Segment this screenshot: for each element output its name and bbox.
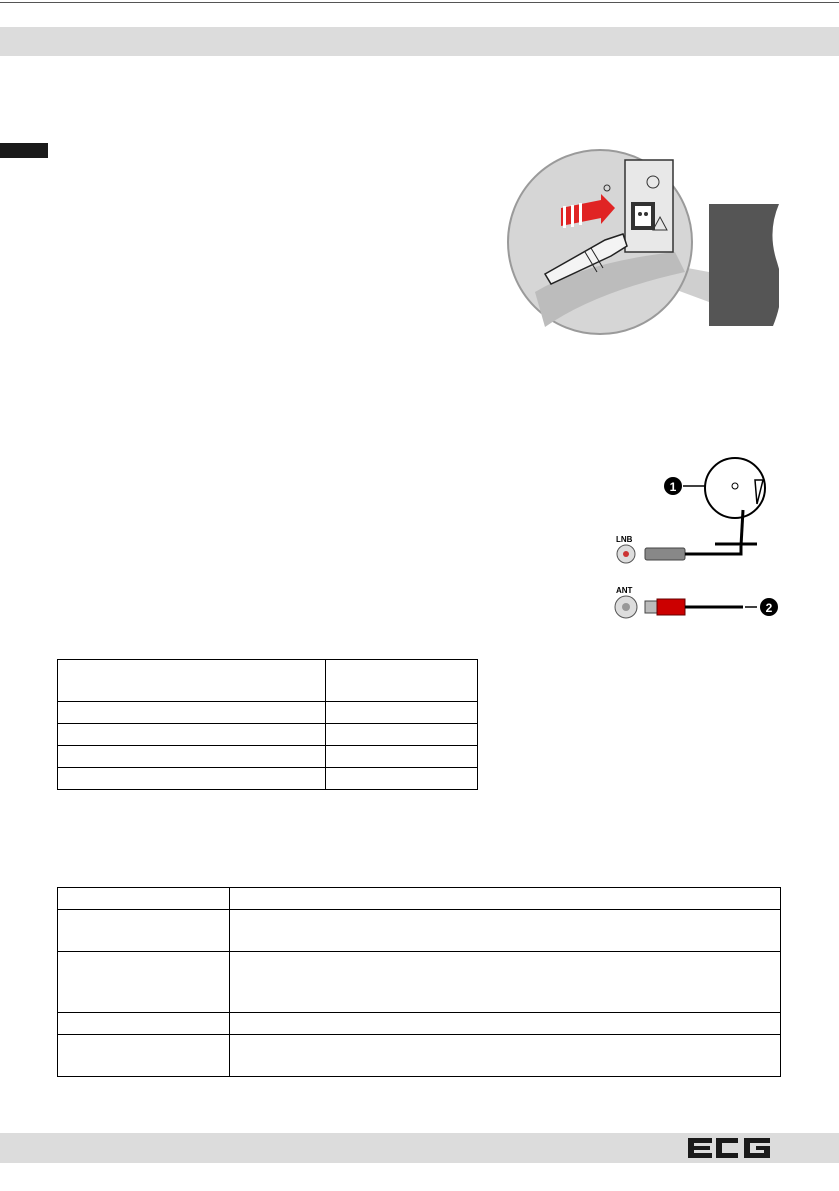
table-row: [58, 1035, 781, 1077]
table-cell: [230, 888, 781, 910]
table-cell: [230, 1013, 781, 1035]
lnb-port-label: LNB: [616, 535, 633, 544]
table-cell: [326, 746, 478, 768]
header-bar: [0, 27, 839, 56]
table-row: [58, 746, 478, 768]
table-row: [58, 660, 478, 702]
table-row: [58, 952, 781, 1013]
table-row: [58, 910, 781, 952]
ant-port-icon: [622, 603, 630, 611]
table-cell: [58, 888, 230, 910]
table-cell: [326, 660, 478, 702]
table-cell: [58, 1013, 230, 1035]
table-cell: [326, 702, 478, 724]
table-cell: [58, 1035, 230, 1077]
table-cell: [58, 746, 326, 768]
callout-2-label: 2: [765, 601, 773, 615]
table-cell: [230, 1035, 781, 1077]
table-row: [58, 888, 781, 910]
table-row: [58, 768, 478, 790]
ant-port-label: ANT: [616, 586, 633, 595]
table-cell: [326, 768, 478, 790]
table-cell: [326, 724, 478, 746]
table-cell: [58, 724, 326, 746]
ecg-logo: [686, 1135, 776, 1161]
table-cell: [58, 702, 326, 724]
table-cell: [58, 952, 230, 1013]
table-cell: [58, 910, 230, 952]
features-table: [57, 887, 781, 1077]
table-row: [58, 724, 478, 746]
specs-table: [57, 659, 478, 790]
table-cell: [58, 768, 326, 790]
top-rule: [0, 2, 839, 3]
callout-1-label: 1: [669, 480, 677, 494]
lnb-connector-icon: [645, 548, 685, 560]
power-cable-illustration: [505, 142, 785, 347]
satellite-antenna-illustration: [605, 450, 795, 635]
language-tab: [0, 143, 48, 158]
table-cell: [58, 660, 326, 702]
table-row: [58, 702, 478, 724]
lnb-port-icon: [623, 551, 629, 557]
table-cell: [230, 952, 781, 1013]
table-cell: [230, 910, 781, 952]
table-row: [58, 1013, 781, 1035]
ant-connector-icon: [657, 599, 685, 615]
